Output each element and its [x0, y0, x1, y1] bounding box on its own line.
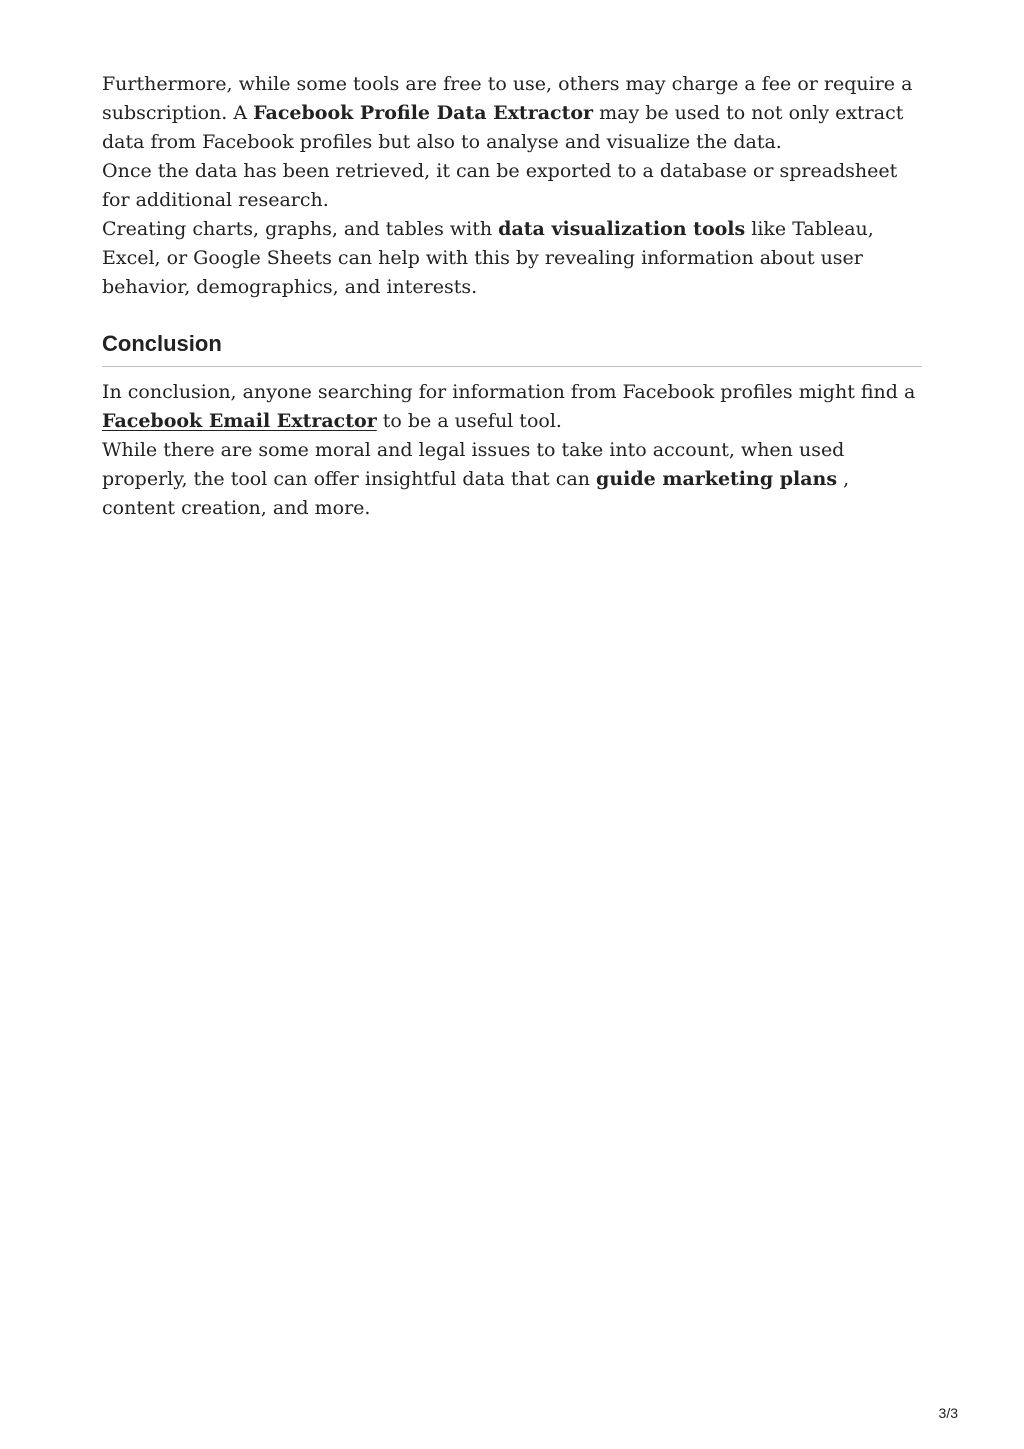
paragraph-text: Furthermore, while some tools are free to use, others may charge a fee or require a subscription. A [102, 73, 913, 124]
bold-term-guide-marketing-plans: guide marketing plans [596, 468, 838, 490]
paragraph-text: In conclusion, anyone searching for information from Facebook profiles might find a [102, 381, 916, 403]
paragraph-conclusion [102, 378, 922, 436]
article-body [102, 70, 922, 523]
paragraph-visualization [102, 215, 922, 302]
paragraph-moral-legal [102, 436, 922, 523]
paragraph-text: to be a useful tool. [376, 410, 562, 432]
page-number: 3/3 [938, 1405, 958, 1421]
paragraph-text: While there are some moral and legal issues to take into account, when used properly, the tool can offer insightful data that can [102, 439, 845, 490]
bold-term-profile-data-extractor: Facebook Profile Data Extractor [253, 102, 594, 124]
paragraph-export [102, 157, 922, 215]
link-facebook-email-extractor[interactable]: Facebook Email Extractor [102, 410, 377, 432]
section-heading-conclusion: Conclusion [102, 330, 922, 367]
paragraph-tools-cost [102, 70, 922, 157]
paragraph-text: may be used to not only extract data from Facebook profiles but also to analyse and visualize the data. [102, 102, 904, 153]
paragraph-text: Once the data has been retrieved, it can be exported to a database or spreadsheet for additional research. [102, 160, 898, 211]
paragraph-text: , content creation, and more. [102, 468, 850, 519]
paragraph-text: like Tableau, Excel, or Google Sheets can help with this by revealing information about user behavior, demographics, and interests. [102, 218, 874, 298]
paragraph-text: Creating charts, graphs, and tables with [102, 218, 499, 240]
bold-term-data-visualization-tools: data visualization tools [498, 218, 746, 240]
